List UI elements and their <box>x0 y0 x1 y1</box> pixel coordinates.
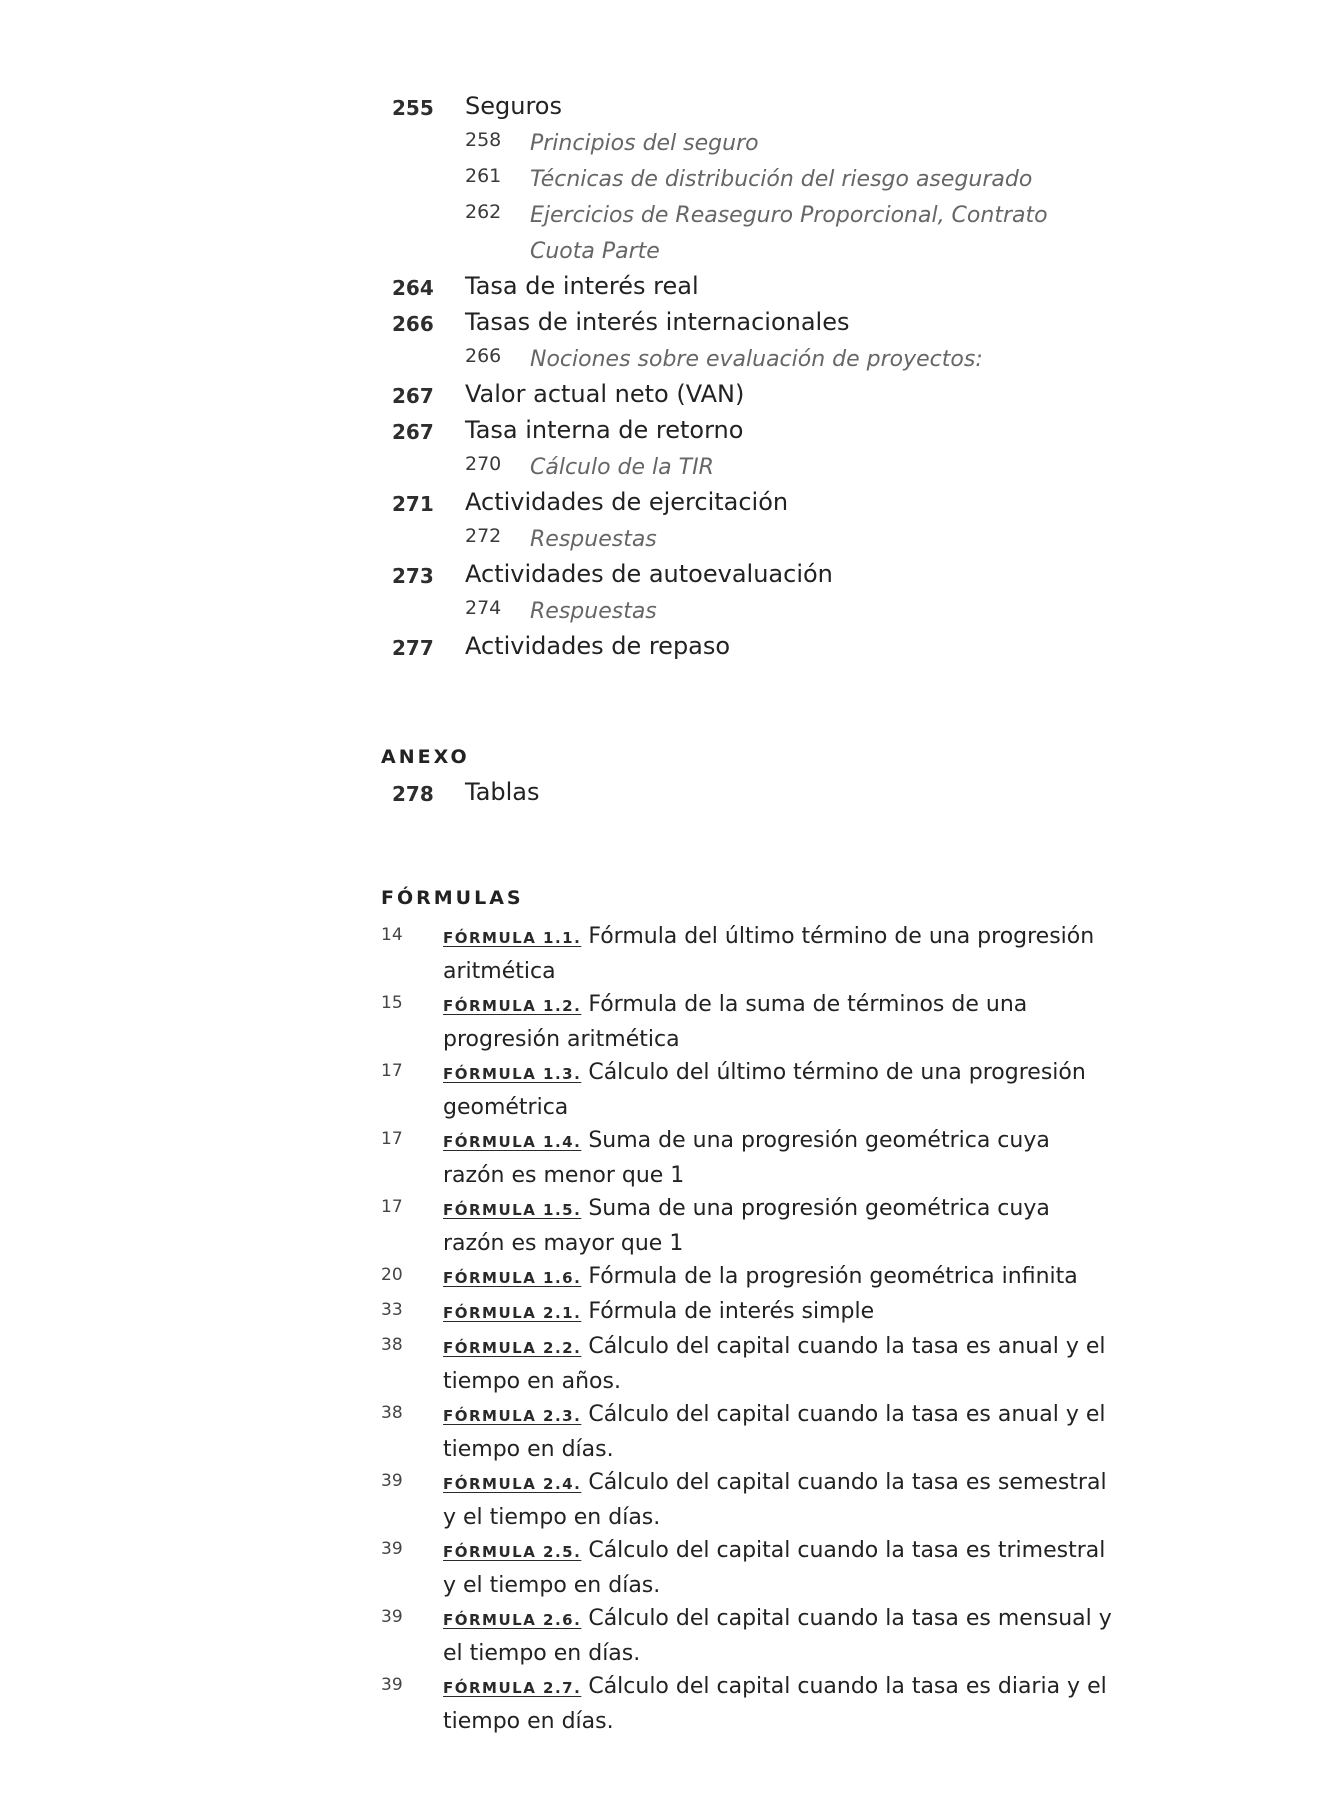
toc-entry-title: Seguros <box>465 92 562 120</box>
formula-text: Suma de una progresión geométrica cuya razón es mayor que 1 <box>443 1196 1050 1256</box>
toc-entry-title: Tasa de interés real <box>465 272 699 300</box>
formula-body <box>443 1670 1113 1738</box>
formula-page: 17 <box>381 1129 403 1149</box>
formula-body <box>443 1192 1113 1260</box>
formula-label: FÓRMULA 1.2. <box>443 997 582 1015</box>
toc-entry-page: 255 <box>392 96 434 120</box>
formula-text: Fórmula del último término de una progresión aritmética <box>443 924 1095 984</box>
formula-item <box>381 1192 1121 1260</box>
toc-entry <box>380 486 1120 522</box>
formula-item <box>381 920 1121 988</box>
toc-entry-page: 267 <box>392 420 434 444</box>
toc-subentry-title: Respuestas <box>530 527 657 552</box>
formula-label: FÓRMULA 2.5. <box>443 1543 582 1561</box>
formula-item <box>381 1295 1121 1330</box>
formulas-list <box>381 920 1121 1738</box>
formula-label: FÓRMULA 2.6. <box>443 1611 582 1629</box>
formula-label: FÓRMULA 2.7. <box>443 1679 582 1697</box>
toc-entry <box>380 558 1120 594</box>
toc-entry-page: 266 <box>392 312 434 336</box>
formula-page: 39 <box>381 1675 403 1695</box>
formula-item <box>381 1466 1121 1534</box>
toc-subentry <box>380 158 1120 198</box>
formula-label: FÓRMULA 1.6. <box>443 1269 582 1287</box>
formula-item <box>381 1534 1121 1602</box>
toc-entry-page: 264 <box>392 276 434 300</box>
formula-body <box>443 988 1113 1056</box>
formula-page: 38 <box>381 1335 403 1355</box>
formula-page: 15 <box>381 993 403 1013</box>
formula-text: Cálculo del capital cuando la tasa es mensual y el tiempo en días. <box>443 1606 1112 1666</box>
toc-subentry-title: Nociones sobre evaluación de proyectos: <box>530 347 983 372</box>
toc-subentry-title: Ejercicios de Reaseguro Proporcional, Contrato Cuota Parte <box>530 203 1048 264</box>
toc-subentry-page: 266 <box>465 345 502 367</box>
toc-subentry <box>380 194 1120 270</box>
formula-item <box>381 1602 1121 1670</box>
formula-label: FÓRMULA 1.1. <box>443 929 582 947</box>
toc-subentry <box>380 122 1120 162</box>
formula-item <box>381 1398 1121 1466</box>
toc-subentry <box>380 590 1120 630</box>
formula-body <box>443 1466 1113 1534</box>
formula-page: 17 <box>381 1197 403 1217</box>
toc-entry <box>380 414 1120 450</box>
toc-subentry-page: 261 <box>465 165 502 187</box>
toc-entry-title: Actividades de autoevaluación <box>465 560 833 588</box>
toc-entry-title: Actividades de repaso <box>465 632 731 660</box>
toc-entry-title: Tasa interna de retorno <box>465 416 744 444</box>
toc-entry-title: Actividades de ejercitación <box>465 488 789 516</box>
toc-entry <box>380 270 1120 306</box>
formula-page: 39 <box>381 1607 403 1627</box>
anexo-entry-title: Tablas <box>465 778 540 806</box>
formula-label: FÓRMULA 2.1. <box>443 1304 582 1322</box>
formula-page: 33 <box>381 1300 403 1320</box>
formula-page: 39 <box>381 1539 403 1559</box>
toc-entry <box>380 90 1120 126</box>
toc-subentry <box>380 446 1120 486</box>
anexo-entry-page: 278 <box>392 782 434 806</box>
anexo-heading: ANEXO <box>381 746 470 768</box>
formula-page: 39 <box>381 1471 403 1491</box>
formula-label: FÓRMULA 1.5. <box>443 1201 582 1219</box>
toc-subentry <box>380 518 1120 558</box>
toc-subentry-title: Principios del seguro <box>530 131 759 156</box>
toc-subentry-page: 270 <box>465 453 502 475</box>
formula-item <box>381 1670 1121 1738</box>
toc-subentry-title: Respuestas <box>530 599 657 624</box>
formula-page: 20 <box>381 1265 403 1285</box>
formula-item <box>381 988 1121 1056</box>
formula-text: Suma de una progresión geométrica cuya razón es menor que 1 <box>443 1128 1050 1188</box>
formula-label: FÓRMULA 2.3. <box>443 1407 582 1425</box>
toc-entry-page: 267 <box>392 384 434 408</box>
toc-entry-page: 277 <box>392 636 434 660</box>
formula-page: 17 <box>381 1061 403 1081</box>
toc-entry <box>380 306 1120 342</box>
formula-text: Cálculo del último término de una progresión geométrica <box>443 1060 1086 1120</box>
toc-entry-page: 273 <box>392 564 434 588</box>
formula-body <box>443 1124 1113 1192</box>
toc-subentry <box>380 338 1120 378</box>
formula-body <box>443 920 1113 988</box>
formula-item <box>381 1056 1121 1124</box>
formula-text: Cálculo del capital cuando la tasa es trimestral y el tiempo en días. <box>443 1538 1106 1598</box>
formula-body <box>443 1398 1113 1466</box>
toc-subentry-title: Técnicas de distribución del riesgo asegurado <box>530 167 1033 192</box>
toc-subentry-page: 274 <box>465 597 502 619</box>
formula-text: Fórmula de la suma de términos de una progresión aritmética <box>443 992 1028 1052</box>
formula-body <box>443 1260 1113 1295</box>
toc-subentry-page: 262 <box>465 201 502 223</box>
formula-body <box>443 1534 1113 1602</box>
formula-text: Cálculo del capital cuando la tasa es semestral y el tiempo en días. <box>443 1470 1107 1530</box>
toc-subentry-title: Cálculo de la TIR <box>530 455 714 480</box>
formula-body <box>443 1295 1113 1330</box>
formula-item <box>381 1260 1121 1295</box>
toc-subentry-page: 258 <box>465 129 502 151</box>
formula-body <box>443 1056 1113 1124</box>
formula-label: FÓRMULA 1.4. <box>443 1133 582 1151</box>
toc-subentry-page: 272 <box>465 525 502 547</box>
anexo-list <box>380 776 1120 812</box>
formula-text: Fórmula de interés simple <box>588 1299 875 1324</box>
toc-entry <box>380 630 1120 666</box>
formula-item <box>381 1124 1121 1192</box>
formulas-heading: FÓRMULAS <box>381 887 524 909</box>
formula-page: 38 <box>381 1403 403 1423</box>
formula-text: Cálculo del capital cuando la tasa es anual y el tiempo en años. <box>443 1334 1106 1394</box>
table-of-contents <box>380 90 1120 666</box>
formula-label: FÓRMULA 2.4. <box>443 1475 582 1493</box>
formula-label: FÓRMULA 1.3. <box>443 1065 582 1083</box>
formula-label: FÓRMULA 2.2. <box>443 1339 582 1357</box>
formula-text: Cálculo del capital cuando la tasa es diaria y el tiempo en días. <box>443 1674 1107 1734</box>
formula-body <box>443 1602 1113 1670</box>
toc-entry-title: Valor actual neto (VAN) <box>465 380 745 408</box>
toc-entry <box>380 378 1120 414</box>
formula-item <box>381 1330 1121 1398</box>
formula-text: Cálculo del capital cuando la tasa es anual y el tiempo en días. <box>443 1402 1106 1462</box>
formula-body <box>443 1330 1113 1398</box>
toc-entry-title: Tasas de interés internacionales <box>465 308 850 336</box>
toc-entry-page: 271 <box>392 492 434 516</box>
formula-page: 14 <box>381 925 403 945</box>
formula-text: Fórmula de la progresión geométrica infinita <box>588 1264 1078 1289</box>
anexo-entry <box>380 776 1120 812</box>
